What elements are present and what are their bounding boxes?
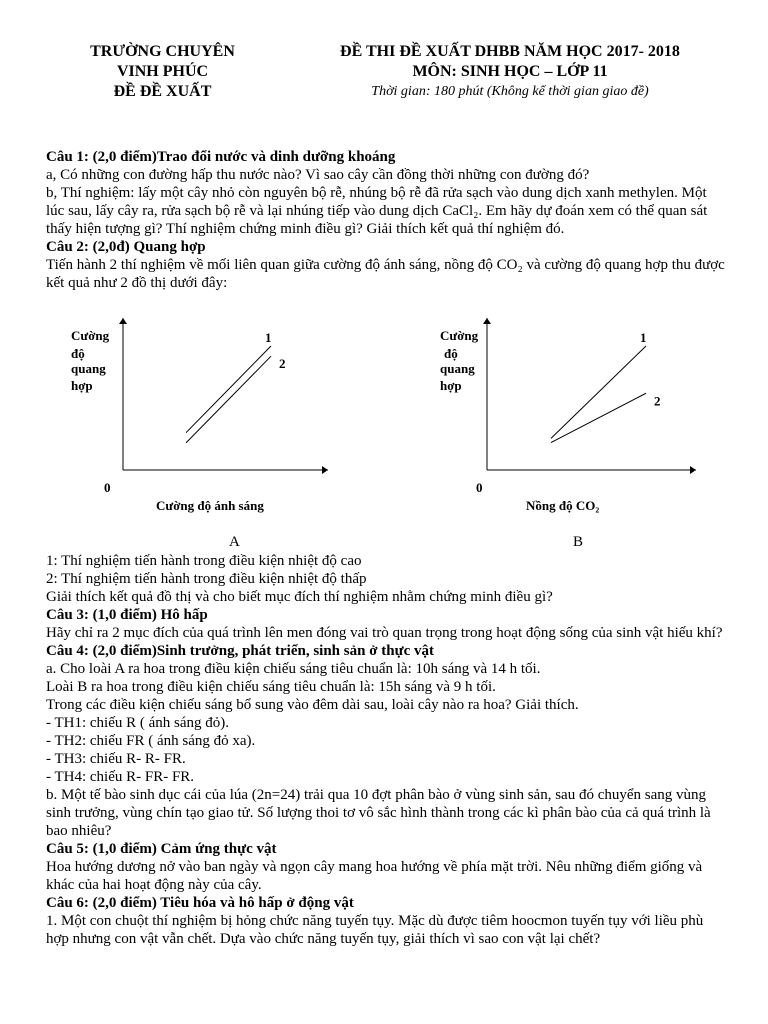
note-3: Giải thích kết quả đồ thị và cho biết mục đích thí nghiệm nhằm chứng minh điều gì? — [46, 589, 553, 605]
q2-text: Tiến hành 2 thí nghiệm về mối liên quan giữa cường độ ánh sáng, nồng độ CO₂ và cường độ quang hợp thu được kết quả như 2 đồ thị dưới đây: — [46, 257, 725, 291]
exam-header — [300, 42, 720, 102]
q2-heading: Câu 2: (2,0đ) Quang hợp — [46, 239, 206, 255]
note-1: 1: Thí nghiệm tiến hành trong điều kiện nhiệt độ cao — [46, 553, 362, 569]
q4-th2: - TH2: chiếu FR ( ánh sáng đỏ xa). — [46, 733, 256, 749]
chart-b — [440, 318, 696, 513]
q1-heading: Câu 1: (2,0 điểm)Trao đổi nước và dinh dưỡng khoáng — [46, 149, 396, 165]
chart-a-y-arrow — [119, 318, 127, 324]
q1-b: b, Thí nghiệm: lấy một cây nhỏ còn nguyên bộ rễ, nhúng bộ rễ đã rửa sạch vào dung dịch xanh methylen. Một lúc sau, lấy cây ra, rửa sạch bộ rễ và lại nhúng tiếp vào dung dịch CaCl₂. Em hãy dự đoán xem có thể quan sát thấy hiện tượng gì? Thí nghiệm chứng minh điều gì? Giải thích kết quả thí nghiệm đó. — [46, 185, 708, 237]
q4-th4: - TH4: chiếu R- FR- FR. — [46, 769, 195, 785]
chart-a-series-2-label: 2 — [279, 356, 286, 372]
school-line-2: VINH PHÚC — [116, 63, 209, 80]
exam-time: Thời gian: 180 phút (Không kể thời gian giao đề) — [371, 84, 649, 99]
exam-subject: MÔN: SINH HỌC – LỚP 11 — [412, 63, 608, 80]
note-2: 2: Thí nghiệm tiến hành trong điều kiện nhiệt độ thấp — [46, 571, 367, 587]
chart-a-series-1-label: 1 — [265, 330, 272, 345]
chart-a-xlabel: Cường độ ánh sáng — [156, 498, 264, 513]
q4-heading: Câu 4: (2,0 điểm)Sinh trưởng, phát triển, sinh sản ở thực vật — [46, 643, 434, 659]
chart-b-series — [551, 330, 661, 443]
q4-a2: Loài B ra hoa trong điều kiện chiếu sáng tiêu chuẩn là: 15h sáng và 9 h tối. — [46, 679, 496, 695]
chart-a-origin: 0 — [104, 480, 111, 495]
chart-a-series — [186, 330, 286, 443]
chart-b-origin: 0 — [476, 480, 483, 495]
chart-b-ylabel-3: quang — [440, 361, 475, 376]
chart-a — [71, 318, 328, 513]
chart-b-ylabel-4: hợp — [440, 378, 462, 393]
q3-text: Hãy chỉ ra 2 mục đích của quá trình lên men đóng vai trò quan trọng trong hoạt động sống của sinh vật hiếu khí? — [46, 625, 723, 641]
chart-a-ylabel-1: Cường — [71, 328, 110, 343]
chart-a-series-1-line — [186, 346, 271, 433]
q6-text: 1. Một con chuột thí nghiệm bị hỏng chức năng tuyến tụy. Mặc dù được tiêm hoocmon tuyến tụy với liều phù hợp nhưng con vật vẫn chết. Dựa vào chức năng tuyến tụy, giải thích vì sao con vật lại chết? — [46, 913, 704, 947]
chart-b-ylabel-1: Cường — [440, 328, 479, 343]
charts — [46, 318, 726, 558]
chart-a-caption: A — [229, 534, 240, 550]
chart-a-ylabel-2: độ — [71, 346, 85, 361]
chart-b-x-arrow — [690, 466, 696, 474]
q5-heading: Câu 5: (1,0 điểm) Cảm ứng thực vật — [46, 841, 277, 857]
chart-b-xlabel: Nồng độ CO₂ — [526, 498, 600, 513]
chart-b-series-1-label: 1 — [640, 330, 647, 345]
chart-a-ylabel-3: quang — [71, 361, 106, 376]
exam-title: ĐỀ THI ĐỀ XUẤT DHBB NĂM HỌC 2017- 2018 — [340, 43, 680, 60]
chart-b-ylabel-2: độ — [444, 346, 458, 361]
chart-a-ylabel-4: hợp — [71, 378, 93, 393]
q3-heading: Câu 3: (1,0 điểm) Hô hấp — [46, 607, 208, 623]
exam-body-top — [46, 148, 726, 292]
q4-b: b. Một tế bào sinh dục cái của lúa (2n=24) trải qua 10 đợt phân bào ở vùng sinh sản, sau đó chuyển sang vùng sinh trưởng, vùng chín tạo giao tử. Số lượng thoi tơ vô sắc hình thành trong các kì phân bào của cả quá trình là bao nhiêu? — [46, 787, 711, 839]
school-line-1: TRƯỜNG CHUYÊN — [90, 43, 235, 60]
q1-a: a, Có những con đường hấp thu nước nào? Vì sao cây cần đồng thời những con đường đó? — [46, 167, 590, 183]
school-header — [60, 42, 265, 102]
chart-b-y-arrow — [483, 318, 491, 324]
q4-a3: Trong các điều kiện chiếu sáng bổ sung vào đêm dài sau, loài cây nào ra hoa? Giải thích. — [46, 697, 579, 713]
chart-b-caption: B — [573, 534, 584, 550]
exam-body-bottom — [46, 552, 726, 948]
q4-a1: a. Cho loài A ra hoa trong điều kiện chiếu sáng tiêu chuẩn là: 10h sáng và 14 h tối. — [46, 661, 541, 677]
chart-b-series-1-line — [551, 346, 646, 438]
chart-a-x-arrow — [322, 466, 328, 474]
q4-th1: - TH1: chiếu R ( ánh sáng đỏ). — [46, 715, 230, 731]
q5-text: Hoa hướng dương nở vào ban ngày và ngọn cây mang hoa hướng về phía mặt trời. Nêu những điểm giống và khác của hai hoạt động này của cây. — [46, 859, 703, 893]
q6-heading: Câu 6: (2,0 điểm) Tiêu hóa và hô hấp ở động vật — [46, 895, 354, 911]
q4-th3: - TH3: chiếu R- R- FR. — [46, 751, 186, 767]
chart-b-series-2-label: 2 — [654, 393, 661, 409]
school-line-3: ĐỀ ĐỀ XUẤT — [113, 83, 212, 100]
chart-a-series-2-line — [186, 356, 271, 443]
chart-b-series-2-line — [551, 393, 646, 442]
